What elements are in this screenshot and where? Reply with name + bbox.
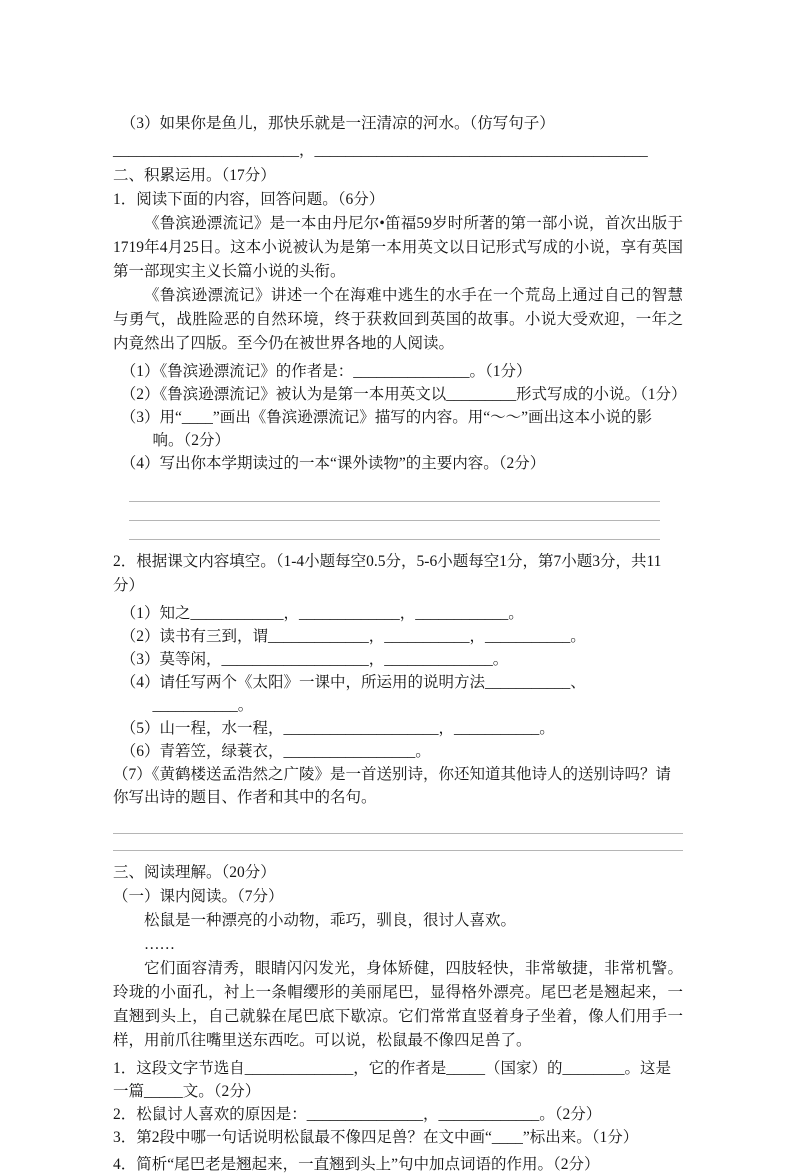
reading-subquestion-1: （1）《鲁滨逊漂流记》的作者是：_______________。（1分） bbox=[120, 363, 532, 380]
reading-subquestion-4: （4）写出你本学期读过的一本“课外读物”的主要内容。（2分） bbox=[120, 455, 546, 472]
fill-item-6: （6）青箬笠，绿蓑衣，_________________。 bbox=[120, 743, 431, 760]
passage-ellipsis: …… bbox=[144, 936, 175, 953]
comprehension-question-4: 4．简析“尾巴老是翘起来，一直翘到头上”句中加点词语的作用。（2分） bbox=[113, 1156, 600, 1173]
reading-subquestion-2: （2）《鲁滨逊漂流记》被认为是第一本用英文以_________形式写成的小说。（1分） bbox=[120, 386, 687, 403]
section-two-heading: 二、积累运用。（17分） bbox=[113, 167, 276, 184]
answer-line bbox=[129, 502, 660, 521]
answer-line bbox=[129, 483, 660, 502]
comprehension-question-2: 2．松鼠讨人喜欢的原因是：_______________，_____________。（2分） bbox=[113, 1106, 602, 1123]
fill-item-3: （3）莫等闲，___________________，______________。 bbox=[120, 651, 509, 668]
reading-question-title: 1．阅读下面的内容，回答问题。（6分） bbox=[113, 191, 385, 208]
fill-item-1: （1）知之____________，_____________，____________。 bbox=[120, 605, 524, 622]
comprehension-question-1: 1．这段文字节选自______________，它的作者是_____（国家）的________。这是一篇_____文。（2分） bbox=[113, 1060, 672, 1100]
fill-question-title: 2．根据课文内容填空。（1-4小题每空0.5分，5-6小题每空1分，第7小题3分，共11分） bbox=[113, 553, 662, 594]
reading-subquestion-3: （3）用“____”画出《鲁滨逊漂流记》描写的内容。用“～～”画出这本小说的影响。（2分） bbox=[120, 409, 653, 449]
warmup-item-3: （3）如果你是鱼儿，那快乐就是一汪清凉的河水。（仿写句子） bbox=[120, 115, 555, 132]
fill-item-4: （4）请任写两个《太阳》一课中，所运用的说明方法___________、___________。 bbox=[120, 674, 586, 714]
answer-line bbox=[113, 817, 683, 834]
answer-lines-fill bbox=[113, 817, 683, 851]
section-three-heading: 三、阅读理解。（20分） bbox=[113, 864, 276, 881]
answer-line bbox=[113, 834, 683, 851]
reading-passage-paragraph-1: 《鲁滨逊漂流记》是一本由丹尼尔•笛福59岁时所著的第一部小说，首次出版于1719年4月25日。这本小说被认为是第一本用英文以日记形式写成的小说，享有英国第一部现实主义长篇小说的头衔。 bbox=[113, 215, 683, 280]
answer-lines-reading bbox=[129, 483, 660, 540]
part-one-title: （一）课内阅读。（7分） bbox=[113, 888, 284, 905]
fill-item-2: （2）读书有三到，谓_____________，___________，___________。 bbox=[120, 628, 586, 645]
answer-line bbox=[129, 521, 660, 540]
fill-item-7: （7）《黄鹤楼送孟浩然之广陵》是一首送别诗，你还知道其他诗人的送别诗吗？请你写出诗的题目、作者和其中的名句。 bbox=[113, 766, 672, 806]
passage-body-paragraph: 它们面容清秀，眼睛闪闪发光，身体矫健，四肢轻快，非常敏捷，非常机警。玲珑的小面孔，衬上一条帽缨形的美丽尾巴，显得格外漂亮。尾巴老是翘起来，一直翘到头上，自己就躲在尾巴底下歇凉。它们常常直竖着身子坐着，像人们用手一样，用前爪往嘴里送东西吃。可以说，松鼠最不像四足兽了。 bbox=[113, 960, 683, 1049]
passage-intro-line: 松鼠是一种漂亮的小动物，乖巧，驯良，很讨人喜欢。 bbox=[144, 912, 517, 929]
fill-item-5: （5）山一程，水一程，____________________，___________。 bbox=[120, 720, 555, 737]
comprehension-question-3: 3．第2段中哪一句话说明松鼠最不像四足兽？在文中画“____”标出来。（1分） bbox=[113, 1129, 639, 1146]
warmup-answer-blank: ________________________，___________________________________________ bbox=[113, 142, 648, 159]
reading-passage-paragraph-2: 《鲁滨逊漂流记》讲述一个在海难中逃生的水手在一个荒岛上通过自己的智慧与勇气，战胜险恶的自然环境，终于获救回到英国的故事。小说大受欢迎，一年之内竟然出了四版。至今仍在被世界各地的人阅读。 bbox=[113, 287, 683, 352]
